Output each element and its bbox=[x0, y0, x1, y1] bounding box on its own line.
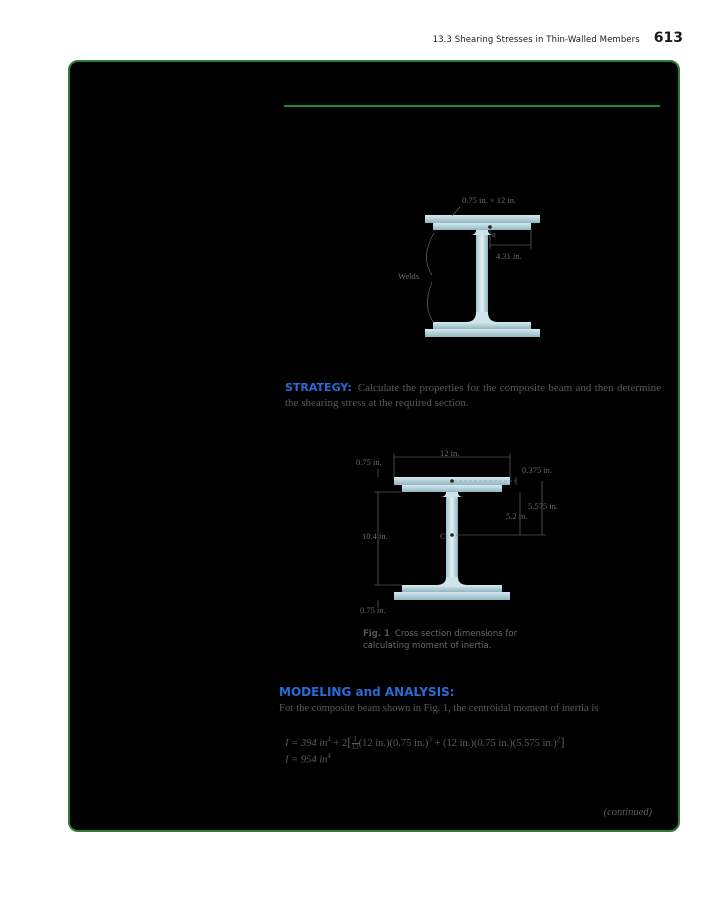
caption-text: Cross section dimensions for calculating moment of inertia. bbox=[363, 629, 518, 651]
equation-line-2: I = 954 $in^4$ bbox=[285, 752, 331, 766]
modeling-heading: MODELING and ANALYSIS: bbox=[279, 685, 455, 699]
equation-line-1: I = 394 $in^4 + 2$[ $\frac{1}{12}$ (12 in.)(0.75 in.)$^3$ + (12 in.)(0.75 in.)(5.575 in.)$^2$] bbox=[285, 734, 565, 752]
half-depth-label: 5.2 in. bbox=[506, 511, 528, 521]
section-bottom-flange bbox=[402, 585, 502, 592]
caption-label: Fig. 1 bbox=[363, 629, 390, 639]
offset-label: 4.31 in. bbox=[496, 251, 522, 261]
bottom-thickness-label: 0.75 in. bbox=[360, 605, 386, 615]
running-head bbox=[433, 30, 683, 46]
strategy-heading: STRATEGY: bbox=[285, 381, 352, 394]
section-title: 13.3 Shearing Stresses in Thin-Walled Members bbox=[432, 35, 640, 45]
web bbox=[476, 230, 488, 312]
page-number: 613 bbox=[653, 30, 683, 46]
welded-beam-figure bbox=[370, 187, 570, 347]
content-panel bbox=[68, 60, 680, 832]
distance-label: 5.575 in. bbox=[528, 501, 558, 511]
cross-section-figure bbox=[356, 447, 576, 617]
top-flange bbox=[433, 223, 531, 230]
plate-label: 0.75 in. × 12 in. bbox=[462, 195, 517, 205]
figure-caption bbox=[363, 628, 553, 652]
centroid-label: C bbox=[440, 531, 446, 541]
centroid-point bbox=[450, 533, 454, 537]
point-a-label: a bbox=[492, 229, 496, 239]
section-bottom-plate bbox=[394, 592, 510, 600]
half-thickness-label: 0.375 in. bbox=[522, 465, 552, 475]
section-top-flange bbox=[402, 485, 502, 492]
strategy-text: Calculate the properties for the composite beam and then determine the shearing stress at the required section. bbox=[285, 382, 661, 409]
welds-label: Welds bbox=[398, 271, 420, 281]
width-label: 12 in. bbox=[440, 448, 460, 458]
top-cover-plate bbox=[425, 215, 540, 223]
bottom-cover-plate bbox=[425, 329, 540, 337]
continued-note: (continued) bbox=[603, 807, 652, 818]
bottom-flange bbox=[433, 322, 531, 329]
strategy-paragraph bbox=[285, 380, 661, 411]
depth-label: 10.4 in. bbox=[362, 531, 388, 541]
top-thickness-label: 0.75 in. bbox=[356, 457, 382, 467]
green-rule bbox=[284, 105, 660, 107]
modeling-text: For the composite beam shown in Fig. 1, the centroidal moment of inertia is bbox=[279, 703, 599, 714]
